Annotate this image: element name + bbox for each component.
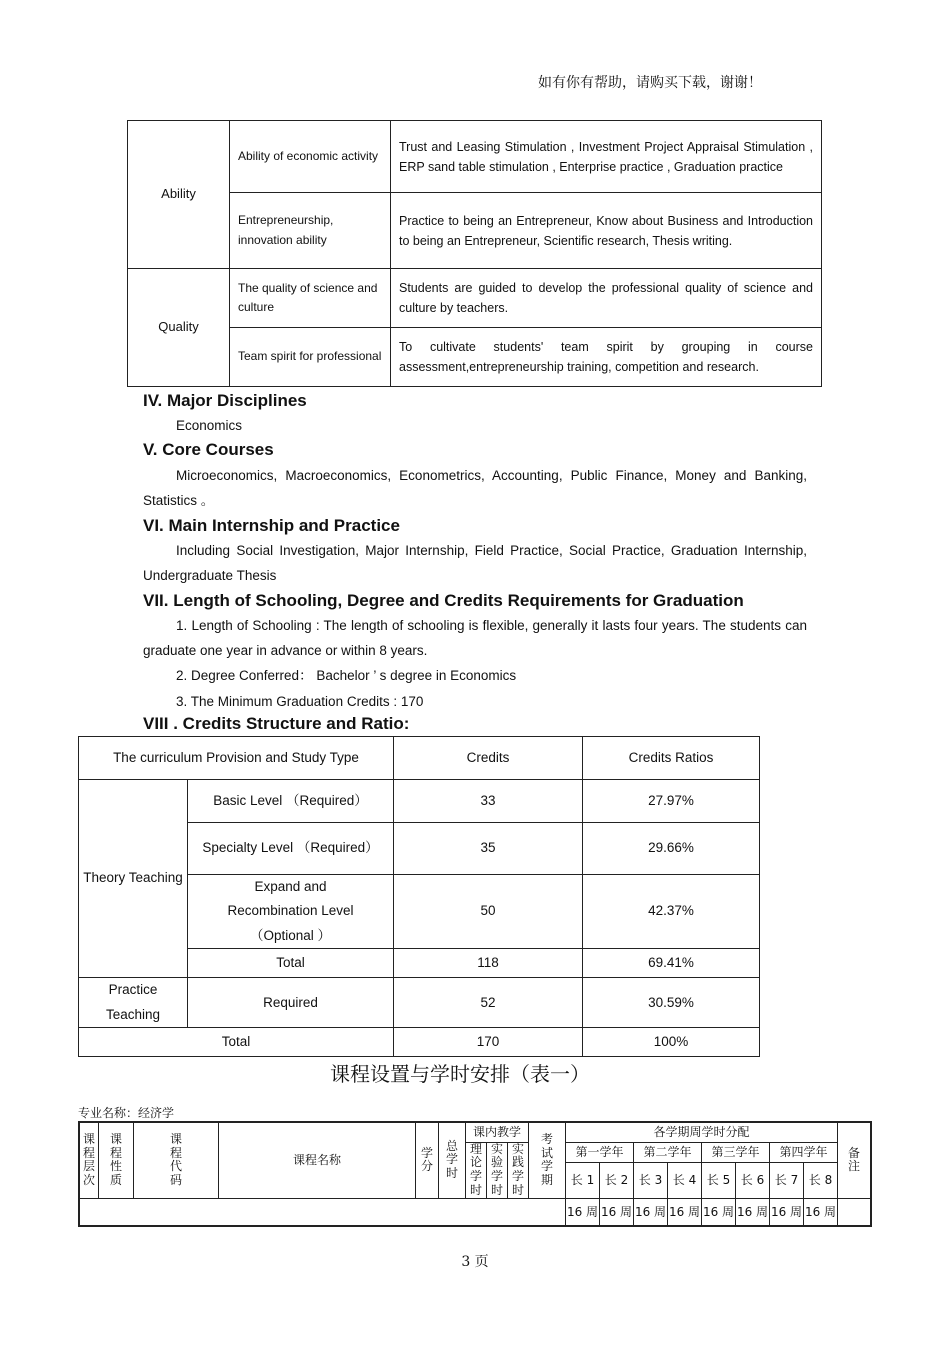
study-type: Basic Level （Required） [188, 780, 394, 823]
section-7-title: VII. Length of Schooling, Degree and Credits Requirements for Graduation [143, 591, 744, 610]
week-count: 16 周 [770, 1198, 804, 1226]
ratio-value: 29.66% [583, 823, 760, 875]
course-schedule-table [78, 1121, 872, 1227]
header-provision: The curriculum Provision and Study Type [79, 737, 394, 780]
sub-item-description: To cultivate students' team spirit by grouping in course assessment,entrepreneurship training, competition and research. [391, 328, 822, 387]
year-3: 第三学年 [702, 1142, 770, 1162]
credits-structure-table [78, 736, 760, 1057]
ratio-value: 69.41% [583, 948, 760, 977]
section-5-body: Microeconomics, Macroeconomics, Econometrics, Accounting, Public Finance, Money and Banking, Statistics 。 [143, 468, 807, 508]
col-course-code: 课程代码 [169, 1131, 182, 1188]
course-table-title: 课程设置与学时安排（表一） [330, 1062, 590, 1086]
credits-value: 35 [394, 823, 583, 875]
ratio-value: 27.97% [583, 780, 760, 823]
ratio-value: 30.59% [583, 978, 760, 1028]
major-name-label: 专业名称：经济学 [78, 1106, 175, 1120]
col-remark: 备注 [847, 1145, 860, 1174]
col-course-nature: 课程性质 [109, 1131, 122, 1188]
credits-value: 118 [394, 948, 583, 977]
year-4: 第四学年 [770, 1142, 838, 1162]
year-1: 第一学年 [566, 1142, 634, 1162]
group-in-class-teaching: 课内教学 [466, 1122, 529, 1142]
page-number: 3 页 [461, 1254, 489, 1270]
term-label: 长 6 [736, 1162, 770, 1198]
ratio-value: 42.37% [583, 875, 760, 949]
sub-item: Team spirit for professional [230, 328, 391, 387]
section-6-body: Including Social Investigation, Major Internship, Field Practice, Social Practice, Graduation Internship, Undergraduate Thesis [143, 543, 807, 583]
category-ability: Ability [128, 121, 230, 269]
col-credit: 学分 [420, 1145, 433, 1174]
col-theory-hours: 理论学时 [469, 1141, 482, 1197]
section-7-item-3: 3. The Minimum Graduation Credits : 170 [176, 694, 424, 709]
week-count: 16 周 [600, 1198, 634, 1226]
ability-quality-table [127, 120, 822, 387]
header-note: 如有你有帮助，请购买下载，谢谢！ [538, 75, 762, 91]
section-7-item-2: 2. Degree Conferred： Bachelor ’ s degree in Economics [176, 668, 517, 683]
theory-teaching-label: Theory Teaching [79, 780, 188, 978]
group-weekly-hours: 各学期周学时分配 [566, 1122, 838, 1142]
credits-value: 33 [394, 780, 583, 823]
term-label: 长 4 [668, 1162, 702, 1198]
sub-item-description: Practice to being an Entrepreneur, Know about Business and Introduction to being an Entrepreneur, Scientific research, Thesis writing. [391, 193, 822, 269]
section-7-item-1: 1. Length of Schooling : The length of schooling is flexible, generally it lasts four years. The students can graduate one year in advance or within 8 years. [143, 618, 807, 658]
ratio-value: 100% [583, 1028, 760, 1057]
sub-item: The quality of science and culture [230, 269, 391, 328]
week-count: 16 周 [634, 1198, 668, 1226]
credits-value: 52 [394, 978, 583, 1028]
header-credits: Credits [394, 737, 583, 780]
year-2: 第二学年 [634, 1142, 702, 1162]
term-label: 长 3 [634, 1162, 668, 1198]
col-course-name: 课程名称 [219, 1122, 416, 1198]
term-label: 长 8 [804, 1162, 838, 1198]
col-course-level: 课程层次 [82, 1131, 95, 1188]
section-4-body: Economics [176, 418, 243, 433]
term-label: 长 5 [702, 1162, 736, 1198]
term-label: 长 7 [770, 1162, 804, 1198]
col-practice-hours: 实践学时 [511, 1141, 524, 1197]
col-exam-term: 考试学期 [540, 1131, 553, 1188]
week-count: 16 周 [668, 1198, 702, 1226]
sub-item: Entrepreneurship, innovation ability [230, 193, 391, 269]
sub-item: Ability of economic activity [230, 121, 391, 193]
study-type: Total [188, 948, 394, 977]
section-8-title: VIII . Credits Structure and Ratio: [143, 714, 410, 733]
col-total-hours: 总学时 [445, 1138, 458, 1181]
section-4-title: IV. Major Disciplines [143, 391, 307, 410]
week-count: 16 周 [804, 1198, 838, 1226]
sub-item-description: Trust and Leasing Stimulation , Investment Project Appraisal Stimulation , ERP sand table stimulation , Enterprise practice , Graduation practice [391, 121, 822, 193]
credits-value: 50 [394, 875, 583, 949]
study-type: Required [188, 978, 394, 1028]
category-quality: Quality [128, 269, 230, 387]
week-count: 16 周 [566, 1198, 600, 1226]
header-ratios: Credits Ratios [583, 737, 760, 780]
col-lab-hours: 实验学时 [490, 1141, 503, 1197]
sub-item-description: Students are guided to develop the professional quality of science and culture by teachers. [391, 269, 822, 328]
credits-value: 170 [394, 1028, 583, 1057]
term-label: 长 2 [600, 1162, 634, 1198]
study-type: Specialty Level （Required） [188, 823, 394, 875]
study-type: Expand and Recombination Level （Optional ） [188, 875, 394, 949]
term-label: 长 1 [566, 1162, 600, 1198]
week-count: 16 周 [736, 1198, 770, 1226]
total-label: Total [79, 1028, 394, 1057]
week-count: 16 周 [702, 1198, 736, 1226]
section-5-title: V. Core Courses [143, 440, 274, 459]
practice-teaching-label: Practice Teaching [79, 978, 188, 1028]
section-6-title: VI. Main Internship and Practice [143, 516, 400, 535]
